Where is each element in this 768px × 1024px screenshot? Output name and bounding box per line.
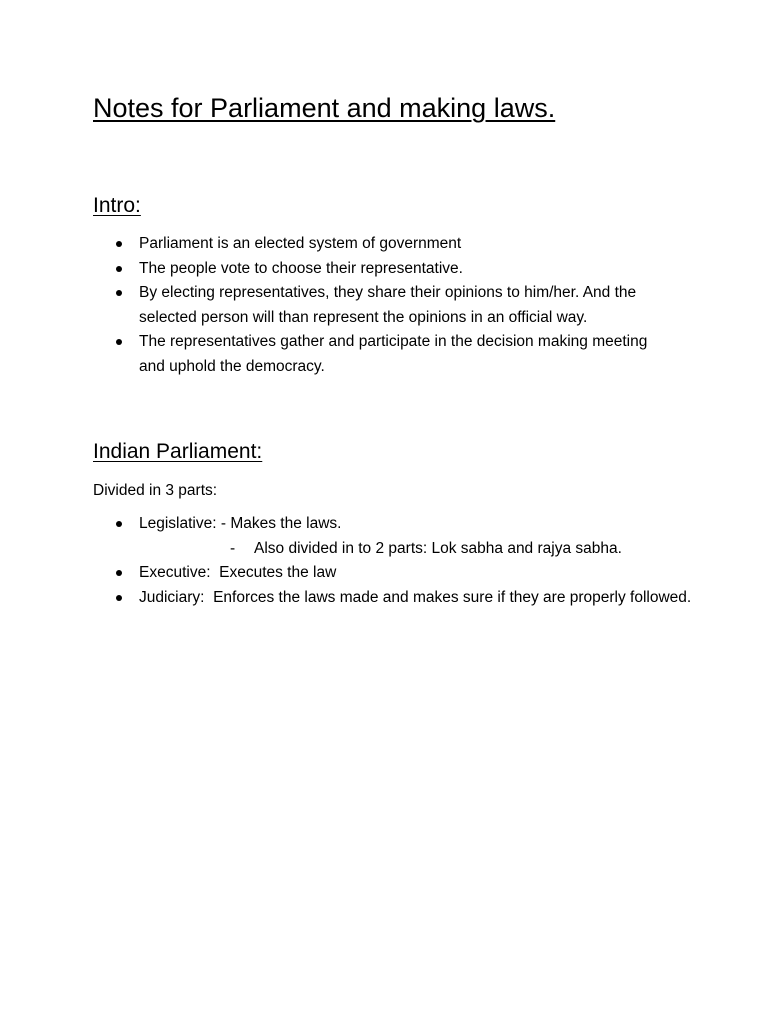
bullet-icon xyxy=(116,339,122,345)
list-item xyxy=(0,281,669,330)
list-item-executive xyxy=(0,561,699,586)
document-title: Notes for Parliament and making laws. xyxy=(93,93,556,123)
list-item-text: Executive: Executes the law xyxy=(139,564,337,581)
sub-list-item-text: Also divided in to 2 parts: Lok sabha and rajya sabha. xyxy=(254,539,622,557)
sub-list-item xyxy=(0,537,768,562)
list-item-text: By electing representatives, they share their opinions to him/her. And the selected person will than represent the opinions in an official way. xyxy=(139,284,637,326)
parts-intro-text: Divided in 3 parts: xyxy=(93,482,218,499)
list-item-judiciary xyxy=(0,586,699,611)
list-item xyxy=(0,232,669,257)
intro-heading: Intro: xyxy=(93,194,141,217)
dash-marker: - xyxy=(230,539,236,557)
list-item-legislative xyxy=(0,512,699,537)
list-item-text: The representatives gather and participate in the decision making meeting and uphold the democracy. xyxy=(139,333,648,375)
parts-bullet-list xyxy=(0,512,768,610)
list-item xyxy=(0,257,669,282)
intro-bullet-list xyxy=(0,232,669,379)
list-item-text: Legislative: - Makes the laws. xyxy=(139,515,342,532)
bullet-icon xyxy=(116,290,122,296)
list-item-text: Parliament is an elected system of government xyxy=(139,235,462,252)
indian-parliament-heading: Indian Parliament: xyxy=(93,440,263,463)
bullet-icon xyxy=(116,266,122,272)
list-item-text: The people vote to choose their representative. xyxy=(139,259,463,277)
list-item-text: Judiciary: Enforces the laws made and makes sure if they are properly followed. xyxy=(139,588,692,606)
list-item xyxy=(0,330,669,379)
bullet-icon xyxy=(116,570,122,576)
bullet-icon xyxy=(116,521,122,527)
bullet-icon xyxy=(116,241,122,247)
bullet-icon xyxy=(116,595,122,601)
